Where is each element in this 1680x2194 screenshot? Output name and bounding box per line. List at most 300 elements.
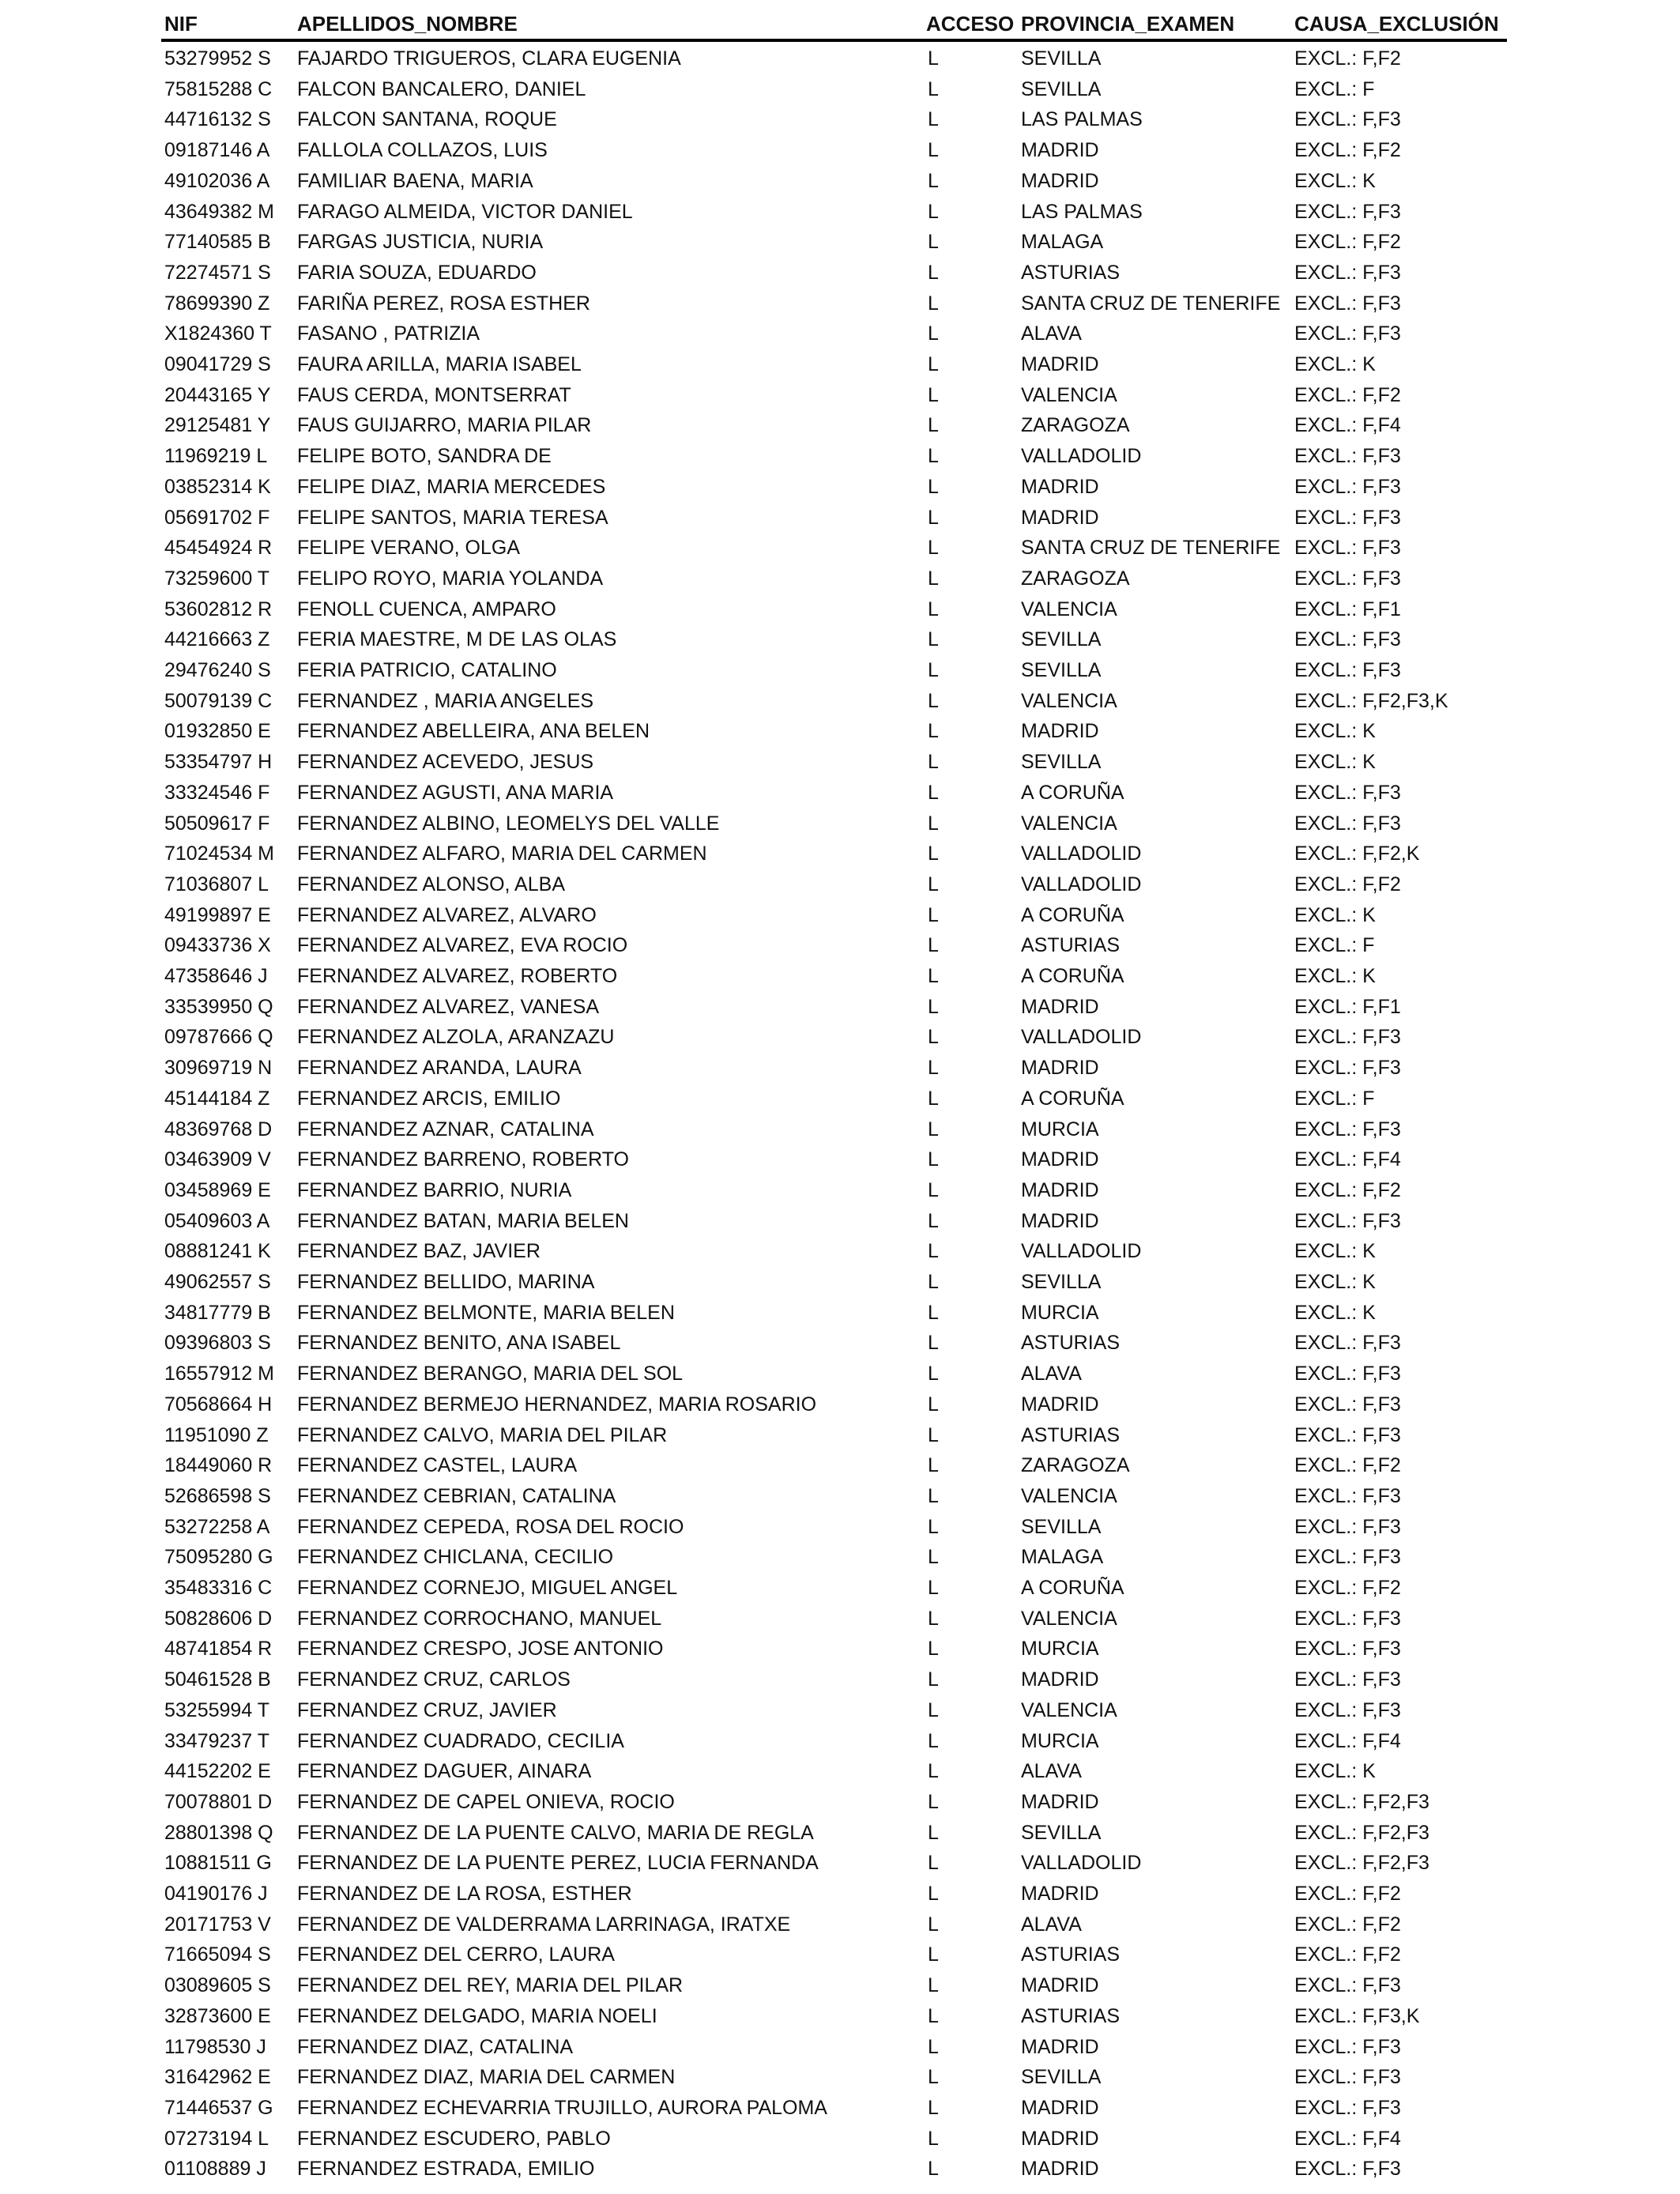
nif-cell: 20443165 Y (164, 383, 271, 406)
nif-cell: 11798530 J (164, 2035, 266, 2058)
nif-cell: X1824360 T (164, 322, 272, 345)
name-cell: FERNANDEZ ECHEVARRIA TRUJILLO, AURORA PALOMA (297, 2096, 827, 2119)
acceso-cell: L (928, 2127, 939, 2150)
causa-cell: EXCL.: F,F3 (1294, 1209, 1401, 1232)
provincia-cell: VALENCIA (1021, 1698, 1117, 1721)
table-row (0, 1726, 1680, 1757)
acceso-cell: L (928, 1974, 939, 1997)
provincia-cell: MADRID (1021, 1148, 1099, 1171)
name-cell: FELIPO ROYO, MARIA YOLANDA (297, 567, 604, 590)
name-cell: FERIA PATRICIO, CATALINO (297, 659, 557, 681)
nif-cell: 53602812 R (164, 598, 273, 620)
table-row (0, 503, 1680, 533)
nif-cell: 35483316 C (164, 1577, 273, 1599)
acceso-cell: L (928, 1026, 939, 1049)
nif-cell: 50828606 D (164, 1607, 273, 1630)
causa-cell: EXCL.: K (1294, 169, 1376, 192)
acceso-cell: L (928, 353, 939, 375)
name-cell: FERNANDEZ ALVAREZ, EVA ROCIO (297, 934, 628, 957)
nif-cell: 50461528 B (164, 1668, 271, 1691)
table-row (0, 1298, 1680, 1329)
header-acceso: ACCESO (926, 12, 1015, 36)
nif-cell: 32873600 E (164, 2004, 271, 2027)
causa-cell: EXCL.: F,F3 (1294, 108, 1401, 131)
name-cell: FERNANDEZ CRESPO, JOSE ANTONIO (297, 1638, 664, 1661)
acceso-cell: L (928, 1607, 939, 1630)
provincia-cell: ASTURIAS (1021, 261, 1121, 284)
provincia-cell: MADRID (1021, 2127, 1099, 2150)
nif-cell: 30969719 N (164, 1057, 273, 1080)
table-row (0, 839, 1680, 869)
provincia-cell: VALENCIA (1021, 812, 1117, 835)
nif-cell: 04190176 J (164, 1883, 268, 1905)
causa-cell: EXCL.: K (1294, 720, 1376, 743)
causa-cell: EXCL.: F,F3 (1294, 1026, 1401, 1049)
causa-cell: EXCL.: F,F3 (1294, 628, 1401, 651)
provincia-cell: ASTURIAS (1021, 2004, 1121, 2027)
causa-cell: EXCL.: F,F3 (1294, 1974, 1401, 1997)
table-row (0, 869, 1680, 900)
nif-cell: 31642962 E (164, 2066, 271, 2089)
causa-cell: EXCL.: F,F4 (1294, 2127, 1401, 2150)
provincia-cell: MADRID (1021, 169, 1099, 192)
acceso-cell: L (928, 383, 939, 406)
nif-cell: 08881241 K (164, 1240, 271, 1263)
header-causa-exclusion: CAUSA_EXCLUSIÓN (1294, 12, 1499, 36)
name-cell: FAURA ARILLA, MARIA ISABEL (297, 353, 582, 375)
acceso-cell: L (928, 1698, 939, 1721)
provincia-cell: MADRID (1021, 475, 1099, 498)
table-row (0, 1359, 1680, 1389)
provincia-cell: ALAVA (1021, 322, 1082, 345)
name-cell: FERNANDEZ ALZOLA, ARANZAZU (297, 1026, 615, 1049)
acceso-cell: L (928, 1668, 939, 1691)
causa-cell: EXCL.: F,F4 (1294, 414, 1401, 437)
table-row (0, 747, 1680, 778)
causa-cell: EXCL.: F,F3 (1294, 537, 1401, 560)
provincia-cell: MADRID (1021, 1668, 1099, 1691)
provincia-cell: MADRID (1021, 139, 1099, 162)
acceso-cell: L (928, 108, 939, 131)
causa-cell: EXCL.: F,F3 (1294, 200, 1401, 223)
name-cell: FAUS CERDA, MONTSERRAT (297, 383, 571, 406)
header-apellidos-nombre: APELLIDOS_NOMBRE (297, 12, 518, 36)
causa-cell: EXCL.: K (1294, 1240, 1376, 1263)
nif-cell: 03852314 K (164, 475, 271, 498)
acceso-cell: L (928, 1454, 939, 1477)
causa-cell: EXCL.: F,F3 (1294, 1057, 1401, 1080)
name-cell: FERNANDEZ DIAZ, CATALINA (297, 2035, 574, 2058)
causa-cell: EXCL.: F,F3 (1294, 659, 1401, 681)
name-cell: FERNANDEZ CRUZ, CARLOS (297, 1668, 571, 1691)
table-row (0, 594, 1680, 625)
name-cell: FELIPE BOTO, SANDRA DE (297, 445, 552, 468)
provincia-cell: SEVILLA (1021, 751, 1102, 774)
table-row (0, 166, 1680, 197)
name-cell: FERNANDEZ BAZ, JAVIER (297, 1240, 541, 1263)
provincia-cell: VALLADOLID (1021, 1026, 1142, 1049)
causa-cell: EXCL.: F,F2,K (1294, 843, 1420, 865)
causa-cell: EXCL.: K (1294, 353, 1376, 375)
table-row (0, 1909, 1680, 1940)
nif-cell: 49102036 A (164, 169, 270, 192)
acceso-cell: L (928, 1546, 939, 1569)
name-cell: FERNANDEZ BERANGO, MARIA DEL SOL (297, 1363, 684, 1385)
causa-cell: EXCL.: F,F3 (1294, 567, 1401, 590)
acceso-cell: L (928, 1363, 939, 1385)
causa-cell: EXCL.: F,F2 (1294, 1454, 1401, 1477)
provincia-cell: SEVILLA (1021, 2066, 1102, 2089)
causa-cell: EXCL.: F,F3 (1294, 781, 1401, 804)
causa-cell: EXCL.: F,F2 (1294, 1883, 1401, 1905)
causa-cell: EXCL.: F,F3 (1294, 322, 1401, 345)
nif-cell: 09433736 X (164, 934, 271, 957)
provincia-cell: MADRID (1021, 1790, 1099, 1813)
name-cell: FERNANDEZ DE CAPEL ONIEVA, ROCIO (297, 1790, 675, 1813)
nif-cell: 01108889 J (164, 2158, 266, 2181)
provincia-cell: VALLADOLID (1021, 445, 1142, 468)
causa-cell: EXCL.: F,F3 (1294, 1484, 1401, 1507)
causa-cell: EXCL.: F,F1 (1294, 995, 1401, 1018)
acceso-cell: L (928, 1393, 939, 1416)
nif-cell: 03089605 S (164, 1974, 271, 1997)
name-cell: FERNANDEZ BELLIDO, MARINA (297, 1271, 595, 1293)
causa-cell: EXCL.: K (1294, 903, 1376, 926)
provincia-cell: A CORUÑA (1021, 1577, 1124, 1599)
causa-cell: EXCL.: F,F3 (1294, 475, 1401, 498)
nif-cell: 03458969 E (164, 1178, 271, 1201)
table-row (0, 624, 1680, 655)
table-row (0, 1114, 1680, 1145)
name-cell: FARGAS JUSTICIA, NURIA (297, 231, 544, 254)
name-cell: FALCON BANCALERO, DANIEL (297, 77, 586, 100)
table-row (0, 716, 1680, 747)
header-divider (161, 39, 1507, 42)
name-cell: FERNANDEZ CHICLANA, CECILIO (297, 1546, 614, 1569)
table-row (0, 961, 1680, 992)
nif-cell: 44152202 E (164, 1760, 271, 1783)
name-cell: FERNANDEZ CEBRIAN, CATALINA (297, 1484, 616, 1507)
provincia-cell: VALLADOLID (1021, 1852, 1142, 1875)
nif-cell: 50079139 C (164, 689, 273, 712)
nif-cell: 53354797 H (164, 751, 273, 774)
acceso-cell: L (928, 414, 939, 437)
acceso-cell: L (928, 1943, 939, 1966)
causa-cell: EXCL.: K (1294, 751, 1376, 774)
causa-cell: EXCL.: F,F3 (1294, 1363, 1401, 1385)
causa-cell: EXCL.: F,F2 (1294, 1577, 1401, 1599)
table-row (0, 1450, 1680, 1481)
provincia-cell: MADRID (1021, 1209, 1099, 1232)
provincia-cell: SEVILLA (1021, 1271, 1102, 1293)
causa-cell: EXCL.: F (1294, 1087, 1375, 1110)
provincia-cell: VALENCIA (1021, 1484, 1117, 1507)
provincia-cell: ASTURIAS (1021, 1943, 1121, 1966)
acceso-cell: L (928, 1913, 939, 1936)
acceso-cell: L (928, 1638, 939, 1661)
nif-cell: 45454924 R (164, 537, 273, 560)
provincia-cell: MURCIA (1021, 1118, 1099, 1140)
acceso-cell: L (928, 598, 939, 620)
table-row (0, 1604, 1680, 1634)
acceso-cell: L (928, 1301, 939, 1324)
table-row (0, 104, 1680, 135)
nif-cell: 43649382 M (164, 200, 275, 223)
causa-cell: EXCL.: F,F3 (1294, 1546, 1401, 1569)
name-cell: FERNANDEZ BERMEJO HERNANDEZ, MARIA ROSARIO (297, 1393, 817, 1416)
provincia-cell: VALLADOLID (1021, 843, 1142, 865)
table-row (0, 2032, 1680, 2063)
acceso-cell: L (928, 1790, 939, 1813)
provincia-cell: MADRID (1021, 1393, 1099, 1416)
table-row (0, 1542, 1680, 1573)
name-cell: FERNANDEZ BENITO, ANA ISABEL (297, 1332, 621, 1355)
provincia-cell: MADRID (1021, 1974, 1099, 1997)
acceso-cell: L (928, 292, 939, 315)
name-cell: FERNANDEZ DELGADO, MARIA NOELI (297, 2004, 657, 2027)
acceso-cell: L (928, 1332, 939, 1355)
provincia-cell: ASTURIAS (1021, 934, 1121, 957)
name-cell: FERNANDEZ ARANDA, LAURA (297, 1057, 582, 1080)
nif-cell: 49062557 S (164, 1271, 271, 1293)
nif-cell: 18449060 R (164, 1454, 273, 1477)
provincia-cell: MURCIA (1021, 1729, 1099, 1752)
acceso-cell: L (928, 2158, 939, 2181)
causa-cell: EXCL.: F,F1 (1294, 598, 1401, 620)
acceso-cell: L (928, 2035, 939, 2058)
causa-cell: EXCL.: F,F2 (1294, 231, 1401, 254)
provincia-cell: SANTA CRUZ DE TENERIFE (1021, 292, 1281, 315)
table-row (0, 349, 1680, 380)
table-row (0, 686, 1680, 717)
causa-cell: EXCL.: F (1294, 77, 1375, 100)
acceso-cell: L (928, 200, 939, 223)
causa-cell: EXCL.: F,F2 (1294, 139, 1401, 162)
nif-cell: 44716132 S (164, 108, 271, 131)
name-cell: FENOLL CUENCA, AMPARO (297, 598, 556, 620)
table-row (0, 1053, 1680, 1084)
table-row (0, 319, 1680, 349)
provincia-cell: ASTURIAS (1021, 1423, 1121, 1446)
causa-cell: EXCL.: F,F2 (1294, 383, 1401, 406)
header-nif: NIF (164, 12, 198, 36)
table-row (0, 1328, 1680, 1359)
provincia-cell: VALLADOLID (1021, 1240, 1142, 1263)
causa-cell: EXCL.: F,F3 (1294, 2066, 1401, 2089)
nif-cell: 10881511 G (164, 1852, 272, 1875)
provincia-cell: ALAVA (1021, 1363, 1082, 1385)
name-cell: FERNANDEZ BELMONTE, MARIA BELEN (297, 1301, 675, 1324)
causa-cell: EXCL.: F,F3 (1294, 1515, 1401, 1538)
provincia-cell: MURCIA (1021, 1301, 1099, 1324)
name-cell: FERNANDEZ DEL REY, MARIA DEL PILAR (297, 1974, 684, 1997)
table-row (0, 1084, 1680, 1114)
causa-cell: EXCL.: F,F3 (1294, 2096, 1401, 2119)
table-row (0, 2093, 1680, 2124)
name-cell: FERNANDEZ DE VALDERRAMA LARRINAGA, IRATXE (297, 1913, 791, 1936)
provincia-cell: MADRID (1021, 353, 1099, 375)
causa-cell: EXCL.: F,F3 (1294, 506, 1401, 529)
provincia-cell: MALAGA (1021, 231, 1104, 254)
table-row (0, 930, 1680, 961)
acceso-cell: L (928, 873, 939, 895)
nif-cell: 70568664 H (164, 1393, 273, 1416)
provincia-cell: ZARAGOZA (1021, 1454, 1130, 1477)
table-row (0, 992, 1680, 1023)
table-row (0, 2124, 1680, 2154)
nif-cell: 11969219 L (164, 445, 268, 468)
nif-cell: 33479237 T (164, 1729, 269, 1752)
name-cell: FAJARDO TRIGUEROS, CLARA EUGENIA (297, 47, 681, 70)
nif-cell: 16557912 M (164, 1363, 275, 1385)
nif-cell: 75095280 G (164, 1546, 273, 1569)
provincia-cell: ALAVA (1021, 1760, 1082, 1783)
provincia-cell: MADRID (1021, 2035, 1099, 2058)
provincia-cell: SEVILLA (1021, 1821, 1102, 1844)
table-row (0, 380, 1680, 411)
causa-cell: EXCL.: F,F2,F3 (1294, 1852, 1430, 1875)
acceso-cell: L (928, 689, 939, 712)
name-cell: FERNANDEZ ALBINO, LEOMELYS DEL VALLE (297, 812, 720, 835)
provincia-cell: SEVILLA (1021, 659, 1102, 681)
name-cell: FERNANDEZ , MARIA ANGELES (297, 689, 594, 712)
table-row (0, 1022, 1680, 1053)
table-row (0, 1389, 1680, 1420)
table-row (0, 2062, 1680, 2093)
acceso-cell: L (928, 139, 939, 162)
acceso-cell: L (928, 1760, 939, 1783)
provincia-cell: MADRID (1021, 720, 1099, 743)
table-row (0, 43, 1680, 74)
acceso-cell: L (928, 751, 939, 774)
provincia-cell: MADRID (1021, 1178, 1099, 1201)
nif-cell: 11951090 Z (164, 1423, 269, 1446)
acceso-cell: L (928, 1178, 939, 1201)
name-cell: FERIA MAESTRE, M DE LAS OLAS (297, 628, 617, 651)
table-row (0, 1664, 1680, 1695)
table-row (0, 2154, 1680, 2185)
name-cell: FERNANDEZ DE LA PUENTE CALVO, MARIA DE REGLA (297, 1821, 814, 1844)
causa-cell: EXCL.: F,F3 (1294, 2035, 1401, 2058)
name-cell: FERNANDEZ ALFARO, MARIA DEL CARMEN (297, 843, 707, 865)
provincia-cell: VALLADOLID (1021, 873, 1142, 895)
name-cell: FERNANDEZ ALVAREZ, VANESA (297, 995, 600, 1018)
name-cell: FERNANDEZ BARRENO, ROBERTO (297, 1148, 629, 1171)
acceso-cell: L (928, 2004, 939, 2027)
nif-cell: 72274571 S (164, 261, 271, 284)
table-row (0, 74, 1680, 105)
acceso-cell: L (928, 537, 939, 560)
causa-cell: EXCL.: F,F3,K (1294, 2004, 1420, 2027)
provincia-cell: MADRID (1021, 2096, 1099, 2119)
table-row (0, 1879, 1680, 1909)
table-row (0, 778, 1680, 809)
table-row (0, 1144, 1680, 1175)
acceso-cell: L (928, 567, 939, 590)
causa-cell: EXCL.: F,F2 (1294, 47, 1401, 70)
acceso-cell: L (928, 1423, 939, 1446)
nif-cell: 75815288 C (164, 77, 273, 100)
causa-cell: EXCL.: F,F2 (1294, 873, 1401, 895)
name-cell: FERNANDEZ CALVO, MARIA DEL PILAR (297, 1423, 668, 1446)
acceso-cell: L (928, 1729, 939, 1752)
provincia-cell: MURCIA (1021, 1638, 1099, 1661)
nif-cell: 48369768 D (164, 1118, 273, 1140)
table-row (0, 1206, 1680, 1237)
nif-cell: 53272258 A (164, 1515, 270, 1538)
table-row (0, 1175, 1680, 1206)
acceso-cell: L (928, 169, 939, 192)
table-row (0, 900, 1680, 931)
table-row (0, 1756, 1680, 1787)
acceso-cell: L (928, 506, 939, 529)
nif-cell: 71665094 S (164, 1943, 271, 1966)
name-cell: FELIPE SANTOS, MARIA TERESA (297, 506, 608, 529)
provincia-cell: SEVILLA (1021, 1515, 1102, 1538)
name-cell: FERNANDEZ ALONSO, ALBA (297, 873, 565, 895)
causa-cell: EXCL.: F,F3 (1294, 1668, 1401, 1691)
acceso-cell: L (928, 1883, 939, 1905)
provincia-cell: MADRID (1021, 1057, 1099, 1080)
name-cell: FERNANDEZ CASTEL, LAURA (297, 1454, 578, 1477)
name-cell: FERNANDEZ BATAN, MARIA BELEN (297, 1209, 629, 1232)
causa-cell: EXCL.: F,F3 (1294, 1698, 1401, 1721)
name-cell: FERNANDEZ ESCUDERO, PABLO (297, 2127, 611, 2150)
table-row (0, 1420, 1680, 1451)
nif-cell: 77140585 B (164, 231, 271, 254)
nif-cell: 33324546 F (164, 781, 270, 804)
acceso-cell: L (928, 2096, 939, 2119)
name-cell: FARIÑA PEREZ, ROSA ESTHER (297, 292, 590, 315)
acceso-cell: L (928, 1087, 939, 1110)
provincia-cell: SEVILLA (1021, 47, 1102, 70)
table-row (0, 564, 1680, 594)
nif-cell: 71446537 G (164, 2096, 273, 2119)
acceso-cell: L (928, 475, 939, 498)
table-row (0, 1818, 1680, 1849)
nif-cell: 07273194 L (164, 2127, 269, 2150)
name-cell: FERNANDEZ ABELLEIRA, ANA BELEN (297, 720, 650, 743)
acceso-cell: L (928, 934, 939, 957)
acceso-cell: L (928, 445, 939, 468)
header-provincia-examen: PROVINCIA_EXAMEN (1021, 12, 1235, 36)
name-cell: FERNANDEZ DAGUER, AINARA (297, 1760, 592, 1783)
acceso-cell: L (928, 1209, 939, 1232)
table-row (0, 655, 1680, 686)
provincia-cell: ZARAGOZA (1021, 414, 1130, 437)
nif-cell: 49199897 E (164, 903, 271, 926)
acceso-cell: L (928, 659, 939, 681)
provincia-cell: A CORUÑA (1021, 781, 1124, 804)
provincia-cell: ZARAGOZA (1021, 567, 1130, 590)
causa-cell: EXCL.: F,F2 (1294, 1943, 1401, 1966)
acceso-cell: L (928, 261, 939, 284)
name-cell: FERNANDEZ ARCIS, EMILIO (297, 1087, 561, 1110)
acceso-cell: L (928, 1852, 939, 1875)
acceso-cell: L (928, 1484, 939, 1507)
nif-cell: 29476240 S (164, 659, 271, 681)
table-row (0, 1481, 1680, 1512)
causa-cell: EXCL.: F,F4 (1294, 1148, 1401, 1171)
causa-cell: EXCL.: F,F3 (1294, 1638, 1401, 1661)
provincia-cell: ALAVA (1021, 1913, 1082, 1936)
causa-cell: EXCL.: K (1294, 1760, 1376, 1783)
table-row (0, 2001, 1680, 2032)
nif-cell: 29125481 Y (164, 414, 271, 437)
provincia-cell: MADRID (1021, 506, 1099, 529)
table-row (0, 472, 1680, 503)
nif-cell: 33539950 Q (164, 995, 273, 1018)
